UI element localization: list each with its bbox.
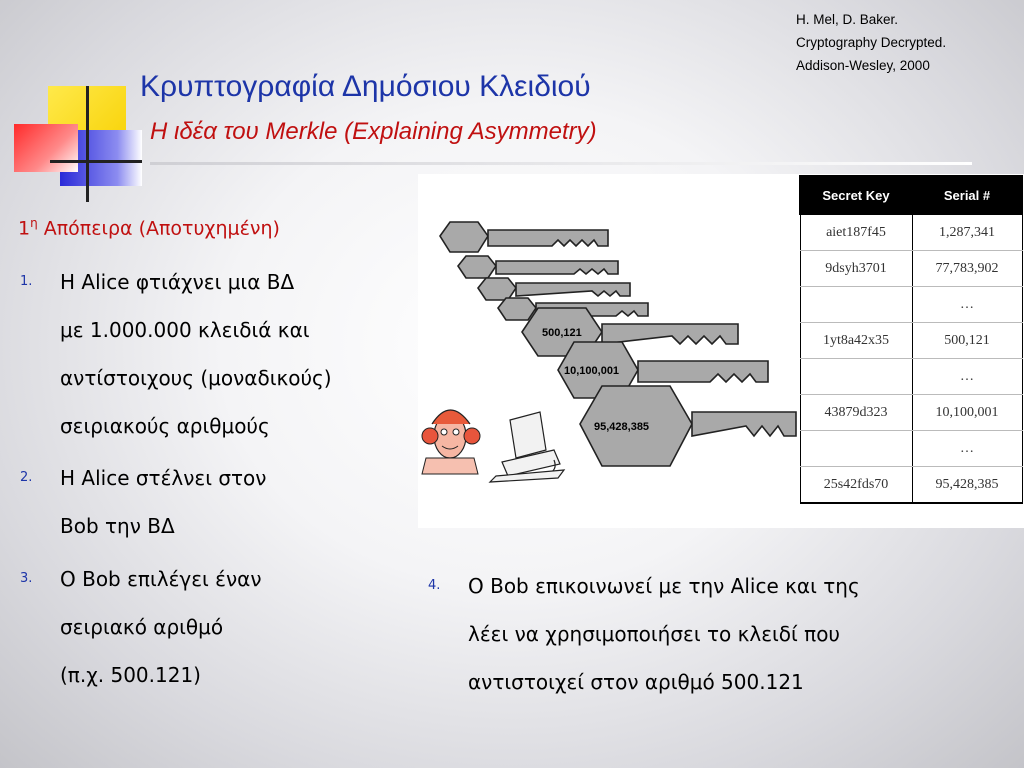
- table-row: [800, 251, 1022, 287]
- keys-table: [799, 175, 1023, 504]
- secret-key-cell: aiet187f45: [800, 214, 912, 251]
- table-row: [800, 214, 1022, 251]
- table-row: [800, 431, 1022, 467]
- attempt-heading: [18, 216, 280, 239]
- list-item-line: με 1.000.000 κλειδιά και: [60, 318, 310, 342]
- list-item-number: 3.: [20, 571, 33, 586]
- serial-cell: …: [912, 431, 1022, 467]
- table-row: [800, 467, 1022, 504]
- key-label: 500,121: [542, 327, 582, 339]
- list-item-line: σειριακό αριθμό: [60, 615, 224, 639]
- list-item-number: 1.: [20, 274, 33, 289]
- list-item-text: [468, 562, 860, 706]
- serial-cell: …: [912, 287, 1022, 323]
- keys-illustration: [418, 174, 798, 528]
- page-title: Κρυπτογραφία Δημόσιου Κλειδιού: [140, 70, 591, 103]
- list-item: [20, 454, 267, 550]
- list-item-line: Bob την ΒΔ: [60, 514, 175, 538]
- key-icon: [440, 222, 608, 252]
- key-icon: [458, 256, 618, 278]
- list-item-number: 2.: [20, 470, 33, 485]
- list-item-line: αντίστοιχους (μοναδικούς): [60, 366, 332, 390]
- list-item-line: σειριακούς αριθμούς: [60, 414, 270, 438]
- citation-line: Addison-Wesley, 2000: [796, 58, 930, 73]
- citation: [796, 8, 946, 77]
- key-label: 10,100,001: [564, 365, 620, 377]
- serial-cell: 95,428,385: [912, 467, 1022, 504]
- list-item: [20, 555, 262, 699]
- citation-line: H. Mel, D. Baker.: [796, 12, 899, 27]
- alice-icon: [422, 410, 480, 474]
- logo-vertical-line: [86, 86, 89, 202]
- list-item-line: (π.χ. 500.121): [60, 663, 201, 687]
- keys-figure: [418, 174, 1024, 528]
- secret-key-cell: [800, 287, 912, 323]
- list-item-line: Ο Bob επιλέγει έναν: [60, 567, 262, 591]
- logo-horizontal-line: [50, 160, 142, 163]
- citation-line: Cryptography Decrypted.: [796, 35, 947, 50]
- table-row: [800, 287, 1022, 323]
- serial-cell: 10,100,001: [912, 395, 1022, 431]
- computer-icon: [490, 412, 564, 482]
- attempt-superscript: η: [30, 216, 38, 230]
- serial-cell: …: [912, 359, 1022, 395]
- table-row: [800, 359, 1022, 395]
- secret-key-cell: 25s42fds70: [800, 467, 912, 504]
- serial-cell: 77,783,902: [912, 251, 1022, 287]
- list-item-line: λέει να χρησιμοποιήσει το κλειδί που: [468, 622, 841, 646]
- list-item-line: Η Alice στέλνει στον: [60, 466, 267, 490]
- attempt-number: 1: [18, 217, 31, 240]
- secret-key-cell: [800, 359, 912, 395]
- secret-key-cell: 43879d323: [800, 395, 912, 431]
- attempt-text: Απόπειρα (Αποτυχημένη): [37, 217, 280, 240]
- key-icon: [478, 278, 630, 300]
- secret-key-cell: 9dsyh3701: [800, 251, 912, 287]
- secret-key-cell: [800, 431, 912, 467]
- serial-cell: 1,287,341: [912, 214, 1022, 251]
- secret-key-cell: 1yt8a42x35: [800, 323, 912, 359]
- page-subtitle: Η ιδέα του Merkle (Explaining Asymmetry): [150, 118, 597, 145]
- list-item: [20, 258, 332, 450]
- column-header-secret-key: Secret Key: [800, 176, 912, 214]
- list-item-number: 4.: [428, 578, 441, 593]
- logo-red-square: [14, 124, 78, 172]
- key-label: 95,428,385: [594, 421, 650, 433]
- list-item-line: Η Alice φτιάχνει μια ΒΔ: [60, 270, 295, 294]
- column-header-serial: Serial #: [912, 176, 1022, 214]
- table-row: [800, 395, 1022, 431]
- list-item-line: αντιστοιχεί στον αριθμό 500.121: [468, 670, 804, 694]
- table-header-row: [800, 176, 1022, 214]
- title-divider: [150, 162, 972, 165]
- list-item-line: Ο Bob επικοινωνεί με την Alice και της: [468, 574, 860, 598]
- serial-cell: 500,121: [912, 323, 1022, 359]
- table-row: [800, 323, 1022, 359]
